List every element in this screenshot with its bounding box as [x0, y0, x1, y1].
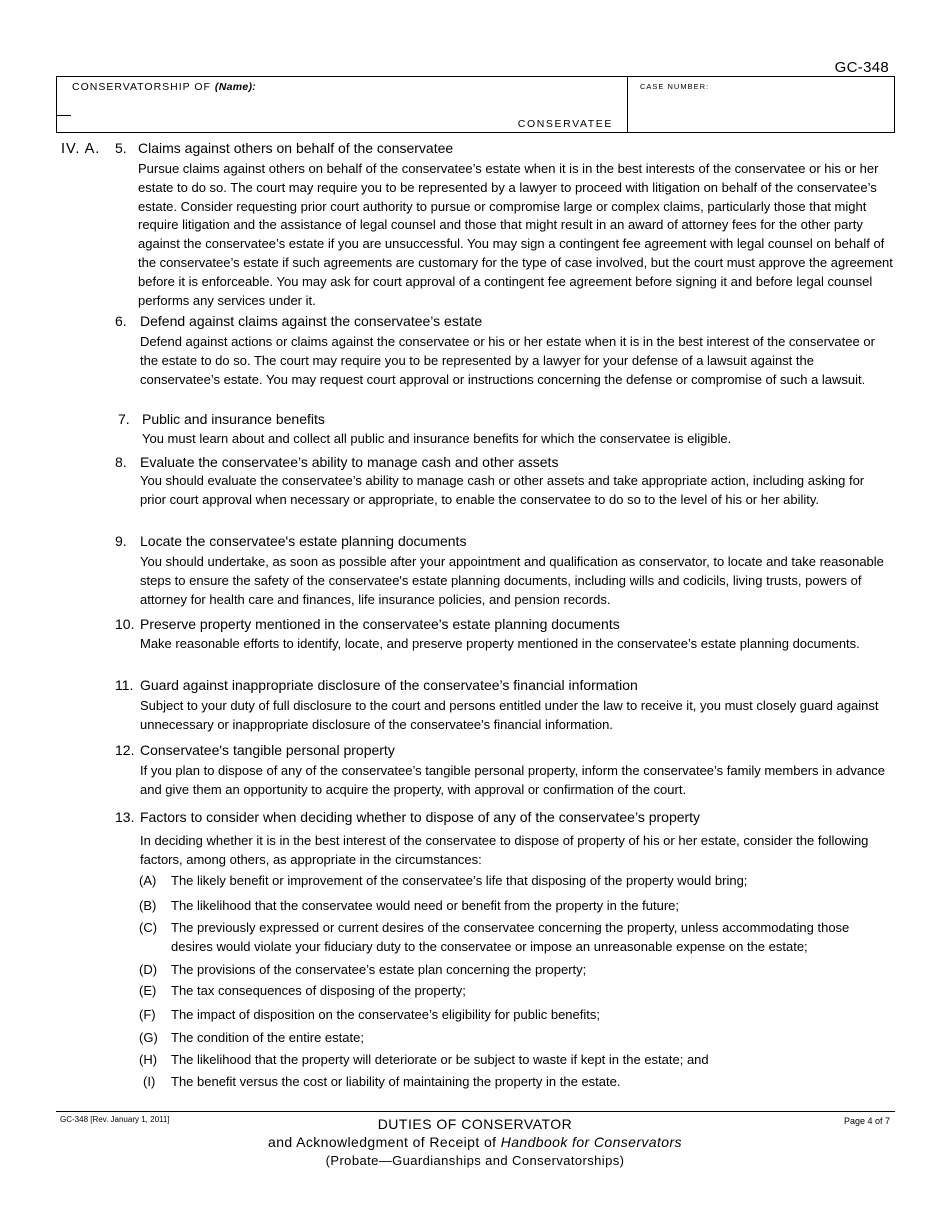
caption-box: [56, 76, 895, 133]
item-body: Subject to your duty of full disclosure to the court and persons entitled under the law to receive it, you must closely guard against unnecessary or inappropriate disclosure of the conservatee's financial information.: [140, 698, 879, 732]
conservatorship-label: CONSERVATORSHIP OF (Name):: [72, 81, 257, 93]
item-heading: Guard against inappropriate disclosure of the conservatee’s financial information: [140, 677, 638, 693]
factor-label: (G): [139, 1030, 158, 1045]
item-heading: Claims against others on behalf of the conservatee: [138, 140, 454, 156]
conservatorship-cell[interactable]: [57, 77, 628, 132]
item-heading: Evaluate the conservatee’s ability to manage cash and other assets: [140, 454, 559, 470]
footer-divider: [56, 1111, 895, 1112]
factor-text: The previously expressed or current desires of the conservatee concerning the property, unless accommodating those desires would violate your fiduciary duty to the conservatee or impose an unreasonable expense on the estate;: [171, 920, 850, 954]
factor-text: The likelihood that the property will deteriorate or be subject to waste if kept in the estate; and: [171, 1052, 709, 1067]
item-number: 10.: [115, 616, 135, 632]
item-body: Pursue claims against others on behalf of the conservatee’s estate when it is in the best interests of the conservatee or his or her estate to do so. The court may require you to be represented by a lawyer to proceed with litigation on behalf of the conservatee’s estate. Consider requesting prior court authority to pursue or compromise large or complex claims, particularly those that might require litigation and the assistance of legal counsel and those that might result in an award of attorney fees for the other party against the conservatee’s estate if you are unsuccessful. You may sign a contingent fee agreement with legal counsel on behalf of the conservatee’s estate if such agreements are customary for the type of case involved, but the court must approve the agreement before it is enforceable. You may ask for court approval of a contingent fee agreement before signing it and before legal counsel performs any services under it.: [138, 161, 893, 308]
factor-text: The likely benefit or improvement of the conservatee’s life that disposing of the property would bring;: [171, 873, 748, 888]
item-heading: Public and insurance benefits: [142, 411, 325, 427]
factor-text: The likelihood that the conservatee would need or benefit from the property in the future;: [171, 898, 680, 913]
form-id: GC-348: [834, 59, 889, 76]
factor-label: (E): [139, 983, 157, 998]
factor-label: (B): [139, 898, 157, 913]
item-number: 13.: [115, 809, 135, 825]
item-number: 8.: [115, 454, 127, 470]
item-body: You must learn about and collect all public and insurance benefits for which the conservatee is eligible.: [142, 431, 732, 446]
item-number: 11.: [115, 677, 134, 693]
factor-text: The benefit versus the cost or liability of maintaining the property in the estate.: [171, 1074, 621, 1089]
item-body: In deciding whether it is in the best interest of the conservatee to dispose of property of his or her estate, consider the following factors, among others, as appropriate in the circumstances:: [140, 833, 869, 867]
item-heading: Locate the conservatee's estate planning documents: [140, 533, 467, 549]
item-body: You should undertake, as soon as possible after your appointment and qualification as conservator, to locate and take reasonable steps to ensure the safety of the conservatee's estate planning documents, including wills and codicils, living trusts, powers of attorney for health care and finances, life insurance policies, and pension records.: [140, 554, 884, 607]
item-number: 12.: [115, 742, 135, 758]
item-body: You should evaluate the conservatee’s ability to manage cash or other assets and take appropriate action, including asking for prior court approval when necessary or appropriate, to enable the conservatee to do so to the level of his or her ability.: [140, 473, 865, 507]
name-hint: (Name):: [214, 81, 257, 93]
factor-text: The condition of the entire estate;: [171, 1030, 364, 1045]
factor-text: The tax consequences of disposing of the property;: [171, 983, 466, 998]
handbook-title: Handbook for Conservators: [500, 1134, 682, 1150]
item-body: If you plan to dispose of any of the conservatee’s tangible personal property, inform the conservatee’s family members in advance and give them an opportunity to acquire the property, with approval or confirmation of the court.: [140, 763, 886, 797]
factor-label: (A): [139, 873, 157, 888]
case-number-label: CASE NUMBER:: [640, 82, 710, 91]
factor-label: (C): [139, 920, 158, 935]
item-number: 9.: [115, 533, 127, 549]
revision-date: GC-348 [Rev. January 1, 2011]: [60, 1115, 170, 1124]
factor-label: (D): [139, 962, 158, 977]
item-body: Defend against actions or claims against the conservatee or his or her estate when it is in the best interest of the conservatee or the estate to do so. The court may require you to be represented by a lawyer for your defense of a lawsuit against the conservatee’s estate. You may request court approval or instructions concerning the defense or compromise of such a lawsuit.: [140, 334, 875, 387]
factor-text: The impact of disposition on the conservatee’s eligibility for public benefits;: [171, 1007, 600, 1022]
section-label: IV. A.: [61, 141, 101, 157]
form-category: (Probate—Guardianships and Conservatorships): [325, 1153, 625, 1168]
factor-label: (H): [139, 1052, 158, 1067]
item-number: 6.: [115, 313, 127, 329]
item-heading: Defend against claims against the conservatee’s estate: [140, 313, 483, 329]
form-subtitle: and Acknowledgment of Receipt of Handbook for Conservators: [268, 1134, 682, 1150]
factor-text: The provisions of the conservatee’s estate plan concerning the property;: [171, 962, 587, 977]
item-heading: Preserve property mentioned in the conservatee's estate planning documents: [140, 616, 620, 632]
divider: [57, 115, 71, 116]
item-heading: Factors to consider when deciding whether to dispose of any of the conservatee’s property: [140, 809, 701, 825]
item-heading: Conservatee's tangible personal property: [140, 742, 395, 758]
factor-label: (F): [139, 1007, 156, 1022]
item-number: 7.: [118, 411, 130, 427]
factor-label: (I): [143, 1074, 156, 1089]
page-number: Page 4 of 7: [843, 1116, 890, 1126]
item-number: 5.: [115, 140, 127, 156]
conservatee-label: CONSERVATEE: [517, 118, 613, 130]
form-title: DUTIES OF CONSERVATOR: [377, 1116, 573, 1132]
item-body: Make reasonable efforts to identify, locate, and preserve property mentioned in the conservatee’s estate planning documents.: [140, 636, 860, 651]
